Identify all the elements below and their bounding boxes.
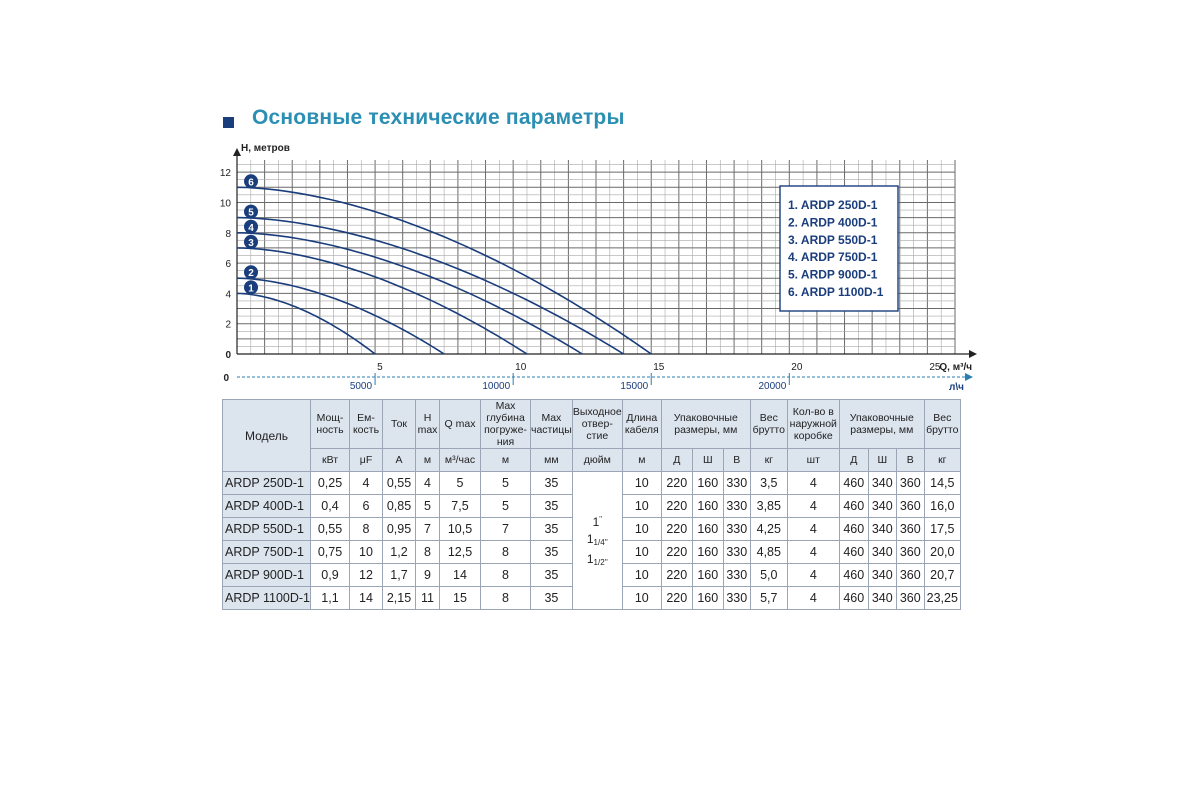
table-cell: 17,5 [924, 518, 960, 541]
y-tick-label: 2 [225, 319, 231, 331]
x-tick-label: 20 [791, 362, 803, 373]
unit-cell: м [481, 449, 531, 472]
col-count: Кол-во в наружной коробке [787, 400, 839, 449]
table-cell: 330 [723, 541, 750, 564]
table-cell: 340 [868, 495, 896, 518]
table-cell: 220 [661, 587, 692, 610]
col-gross: Вес брутто [750, 400, 787, 449]
unit-cell: м³/час [440, 449, 481, 472]
table-cell: 220 [661, 472, 692, 495]
unit-cell: В [896, 449, 924, 472]
table-cell: 15 [440, 587, 481, 610]
col-power: Мощ-ность [311, 400, 350, 449]
model-name-cell: ARDP 1100D-1 [223, 587, 311, 610]
table-cell: 35 [531, 541, 573, 564]
table-cell: 4 [787, 518, 839, 541]
series-marker-label-2: 2 [248, 268, 254, 280]
table-units-row [223, 449, 961, 472]
x-tick-label: 5 [377, 362, 383, 373]
table-cell: 460 [839, 587, 868, 610]
table-cell: 460 [839, 564, 868, 587]
series-marker-label-4: 4 [248, 222, 254, 234]
series-marker-label-1: 1 [248, 283, 254, 295]
unit-cell: кВт [311, 449, 350, 472]
table-cell: 4 [416, 472, 440, 495]
table-cell: 10 [622, 541, 661, 564]
unit-cell: дюйм [572, 449, 622, 472]
table-cell: 330 [723, 587, 750, 610]
col-qmax: Q max [440, 400, 481, 449]
table-cell: 4,85 [750, 541, 787, 564]
table-cell: 340 [868, 541, 896, 564]
col-hmax: H max [416, 400, 440, 449]
y-axis-arrow [233, 148, 241, 156]
table-cell: 0,4 [311, 495, 350, 518]
model-name-cell: ARDP 750D-1 [223, 541, 311, 564]
y-tick-label: 12 [219, 168, 231, 180]
x-tick-label: 25 [929, 362, 941, 373]
y-tick-label: 10 [219, 198, 231, 210]
table-cell: 340 [868, 587, 896, 610]
col-pack: Упаковочные размеры, мм [661, 400, 750, 449]
col-gross2: Вес брутто [924, 400, 960, 449]
col-current: Ток [383, 400, 416, 449]
table-cell: 5 [416, 495, 440, 518]
table-cell: 330 [723, 518, 750, 541]
unit-cell: Ш [868, 449, 896, 472]
spec-table [222, 399, 961, 610]
col-cable: Длина кабеля [622, 400, 661, 449]
table-cell: 6 [350, 495, 383, 518]
table-cell: 16,0 [924, 495, 960, 518]
table-cell: 4 [787, 541, 839, 564]
table-cell: 220 [661, 541, 692, 564]
unit-cell: Д [661, 449, 692, 472]
outlet-value: 1 [586, 551, 594, 566]
table-cell: 10 [350, 541, 383, 564]
legend-entry: 3. ARDP 550D-1 [788, 232, 878, 247]
table-cell: 20,0 [924, 541, 960, 564]
table-row [223, 472, 961, 495]
table-cell: 360 [896, 541, 924, 564]
unit-cell: м [416, 449, 440, 472]
table-cell: 360 [896, 472, 924, 495]
table-cell: 8 [481, 541, 531, 564]
table-cell: 8 [481, 564, 531, 587]
unit-cell: мм [531, 449, 573, 472]
table-cell: 10,5 [440, 518, 481, 541]
legend-entry: 5. ARDP 900D-1 [788, 267, 878, 282]
unit-cell: м [622, 449, 661, 472]
table-cell: 20,7 [924, 564, 960, 587]
table-cell: 35 [531, 564, 573, 587]
y-tick-label: 4 [225, 289, 231, 301]
outlet-mark: '' [599, 515, 602, 523]
table-cell: 4 [350, 472, 383, 495]
table-cell: 330 [723, 495, 750, 518]
col-outlet: Выходное отвер-стие [572, 400, 622, 449]
table-cell: 4,25 [750, 518, 787, 541]
x2-tick-label: 20000 [758, 381, 787, 392]
x2-tick-label: 15000 [620, 381, 649, 392]
unit-cell: μF [350, 449, 383, 472]
table-cell: 2,15 [383, 587, 416, 610]
table-cell: 10 [622, 587, 661, 610]
model-name-cell: ARDP 250D-1 [223, 472, 311, 495]
legend-entry: 4. ARDP 750D-1 [788, 250, 878, 265]
col-capacity: Ем-кость [350, 400, 383, 449]
legend-entry: 1. ARDP 250D-1 [788, 198, 878, 212]
x2-axis-label: л\ч [949, 382, 964, 393]
model-name-cell: ARDP 550D-1 [223, 518, 311, 541]
model-name-cell: ARDP 400D-1 [223, 495, 311, 518]
table-cell: 5,0 [750, 564, 787, 587]
table-cell: 4 [787, 495, 839, 518]
table-cell: 12 [350, 564, 383, 587]
table-cell: 0,55 [383, 472, 416, 495]
table-cell: 1,2 [383, 541, 416, 564]
table-cell: 7 [416, 518, 440, 541]
y-tick-label: 6 [225, 259, 231, 271]
model-name-cell: ARDP 900D-1 [223, 564, 311, 587]
table-cell: 14,5 [924, 472, 960, 495]
x-axis-arrow [969, 350, 977, 358]
outlet-cell [572, 472, 622, 610]
y-tick-label: 8 [225, 228, 231, 240]
table-cell: 7,5 [440, 495, 481, 518]
series-marker-label-3: 3 [248, 237, 254, 249]
legend-entry: 6. ARDP 1100D-1 [788, 285, 884, 299]
x2-axis-arrow [965, 373, 973, 381]
table-cell: 10 [622, 518, 661, 541]
table-cell: 11 [416, 587, 440, 610]
table-cell: 5 [440, 472, 481, 495]
table-cell: 1,7 [383, 564, 416, 587]
table-cell: 160 [692, 518, 723, 541]
table-cell: 5,7 [750, 587, 787, 610]
table-cell: 8 [481, 587, 531, 610]
table-cell: 360 [896, 518, 924, 541]
table-cell: 4 [787, 564, 839, 587]
outlet-value: 1 [592, 514, 600, 529]
table-cell: 5 [481, 495, 531, 518]
table-cell: 4 [787, 587, 839, 610]
table-cell: 460 [839, 518, 868, 541]
table-cell: 12,5 [440, 541, 481, 564]
outlet-fraction: 1/4'' [593, 537, 608, 547]
table-cell: 460 [839, 472, 868, 495]
table-cell: 220 [661, 518, 692, 541]
series-marker-label-5: 5 [248, 207, 254, 219]
col-particles: Max частицы [531, 400, 573, 449]
table-cell: 160 [692, 541, 723, 564]
table-cell: 9 [416, 564, 440, 587]
table-cell: 340 [868, 564, 896, 587]
series-marker-label-6: 6 [248, 177, 254, 189]
table-cell: 0,85 [383, 495, 416, 518]
table-cell: 10 [622, 472, 661, 495]
unit-cell: Ш [692, 449, 723, 472]
table-cell: 160 [692, 587, 723, 610]
table-cell: 340 [868, 518, 896, 541]
table-cell: 360 [896, 587, 924, 610]
table-cell: 220 [661, 564, 692, 587]
table-cell: 8 [350, 518, 383, 541]
table-cell: 360 [896, 495, 924, 518]
y-tick-label: 0 [225, 350, 231, 361]
table-cell: 460 [839, 495, 868, 518]
x-tick-label: 10 [515, 362, 527, 373]
col-depth: Max глубина погруже-ния [481, 400, 531, 449]
unit-cell: В [723, 449, 750, 472]
table-cell: 5 [481, 472, 531, 495]
table-cell: 220 [661, 495, 692, 518]
table-cell: 1,1 [311, 587, 350, 610]
x-tick-label: 15 [653, 362, 665, 373]
table-cell: 0,55 [311, 518, 350, 541]
outlet-value: 1 [586, 531, 594, 546]
outlet-fraction: 1/2'' [593, 557, 608, 567]
table-cell: 0,25 [311, 472, 350, 495]
table-body [223, 472, 961, 610]
table-cell: 35 [531, 495, 573, 518]
table-cell: 7 [481, 518, 531, 541]
unit-cell: кг [924, 449, 960, 472]
table-cell: 3,5 [750, 472, 787, 495]
table-cell: 0,95 [383, 518, 416, 541]
table-cell: 4 [787, 472, 839, 495]
x2-zero-label: 0 [223, 373, 229, 384]
table-cell: 330 [723, 564, 750, 587]
table-header-row [223, 400, 961, 449]
table-cell: 0,9 [311, 564, 350, 587]
col-pack2: Упаковочные размеры, мм [839, 400, 924, 449]
table-cell: 160 [692, 495, 723, 518]
unit-cell: кг [750, 449, 787, 472]
x2-tick-label: 10000 [482, 381, 511, 392]
table-cell: 23,25 [924, 587, 960, 610]
table-cell: 160 [692, 564, 723, 587]
y-axis-label: H, метров [241, 143, 290, 154]
page-title: Основные технические параметры [252, 106, 625, 129]
col-model: Модель [223, 400, 311, 472]
table-cell: 10 [622, 495, 661, 518]
table-cell: 35 [531, 518, 573, 541]
table-cell: 330 [723, 472, 750, 495]
table-cell: 35 [531, 587, 573, 610]
table-cell: 160 [692, 472, 723, 495]
unit-cell: А [383, 449, 416, 472]
table-cell: 14 [350, 587, 383, 610]
table-cell: 460 [839, 541, 868, 564]
table-cell: 340 [868, 472, 896, 495]
x-axis-label: Q, м³/ч [939, 362, 973, 373]
table-cell: 360 [896, 564, 924, 587]
table-cell: 14 [440, 564, 481, 587]
legend-entry: 2. ARDP 400D-1 [788, 215, 878, 230]
unit-cell: Д [839, 449, 868, 472]
table-cell: 3,85 [750, 495, 787, 518]
table-cell: 10 [622, 564, 661, 587]
x2-tick-label: 5000 [349, 381, 373, 392]
unit-cell: шт [787, 449, 839, 472]
table-cell: 0,75 [311, 541, 350, 564]
table-cell: 8 [416, 541, 440, 564]
spec-table-container [222, 399, 961, 610]
table-cell: 35 [531, 472, 573, 495]
